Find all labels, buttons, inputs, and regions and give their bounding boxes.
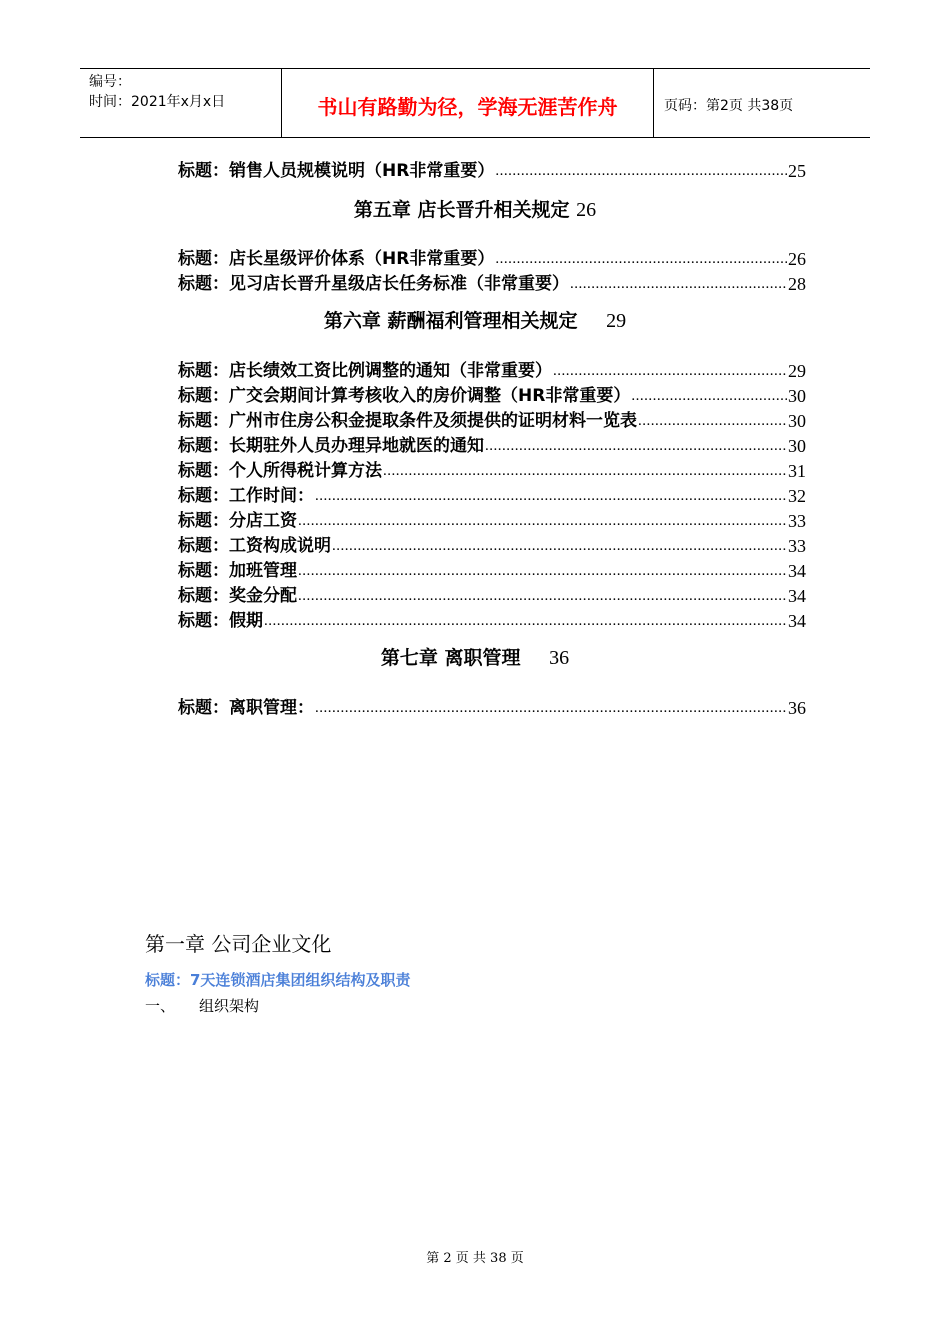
toc-entry-title: 标题：假期: [178, 611, 263, 631]
toc-entry[interactable]: [178, 696, 806, 720]
list-item-text: 组织架构: [199, 997, 260, 1015]
toc-chapter-page: 29: [606, 310, 627, 332]
toc-entry[interactable]: [178, 409, 806, 433]
toc-entry[interactable]: [178, 247, 806, 271]
toc-chapter-heading[interactable]: [0, 645, 950, 671]
toc-entry-page: 34: [788, 561, 806, 581]
list-item: [145, 995, 259, 1017]
toc-chapter-title: 第五章 店长晋升相关规定: [353, 199, 570, 221]
toc-entry-title: 标题：见习店长晋升星级店长任务标准（非常重要）: [178, 274, 569, 294]
toc-entry-page: 26: [788, 249, 806, 269]
toc-entry-page: 30: [788, 386, 806, 406]
toc-entry-title: 标题：工资构成说明: [178, 536, 331, 556]
toc-entry-page: 30: [788, 436, 806, 456]
toc-entry[interactable]: [178, 609, 806, 633]
toc-chapter-page: 26: [576, 199, 597, 221]
toc-entry[interactable]: [178, 584, 806, 608]
toc-entry-title: 标题：加班管理: [178, 561, 297, 581]
toc-entry-page: 36: [788, 698, 806, 718]
toc-chapter-heading[interactable]: [0, 197, 950, 223]
toc-entry-title: 标题：长期驻外人员办理异地就医的通知: [178, 436, 484, 456]
toc-entry[interactable]: [178, 434, 806, 458]
toc-entry-title: 标题：广州市住房公积金提取条件及须提供的证明材料一览表: [178, 411, 637, 431]
toc-entry[interactable]: [178, 359, 806, 383]
toc-entry[interactable]: [178, 272, 806, 296]
toc-entry-page: 33: [788, 511, 806, 531]
toc-chapter-title: 第七章 离职管理: [380, 647, 521, 669]
header-meta-cell: [80, 69, 282, 137]
toc-entry-page: 32: [788, 486, 806, 506]
header-time-label: 时间：2021年x月x日: [89, 94, 226, 110]
toc-entry-page: 28: [788, 274, 806, 294]
section-heading: 标题：7天连锁酒店集团组织结构及职责: [145, 971, 411, 989]
header-motto-cell: [282, 69, 654, 137]
toc-entry-title: 标题：分店工资: [178, 511, 297, 531]
toc-entry-page: 30: [788, 411, 806, 431]
header-motto: 书山有路勤为径，学海无涯苦作舟: [317, 95, 618, 119]
toc-entry-title: 标题：店长绩效工资比例调整的通知（非常重要）: [178, 361, 552, 381]
toc-chapter-title: 第六章 薪酬福利管理相关规定: [323, 310, 578, 332]
toc-chapter-heading[interactable]: [0, 308, 950, 334]
toc-entry[interactable]: [178, 534, 806, 558]
toc-entry[interactable]: [178, 459, 806, 483]
toc-entry[interactable]: [178, 559, 806, 583]
page-footer: 第 2 页 共 38 页: [426, 1251, 524, 1266]
toc-entry-title: 标题：工作时间：: [178, 486, 314, 506]
toc-chapter-page: 36: [549, 647, 570, 669]
toc-entry-title: 标题：广交会期间计算考核收入的房价调整（HR非常重要）: [178, 386, 631, 406]
header-page-label: 页码：第2页 共38页: [664, 98, 794, 114]
list-item-number: 一、: [145, 997, 176, 1015]
toc-entry-title: 标题：个人所得税计算方法: [178, 461, 382, 481]
header-number-label: 编号：: [89, 74, 131, 90]
toc-entry-page: 34: [788, 586, 806, 606]
page-header: [80, 68, 870, 138]
toc-entry[interactable]: [178, 509, 806, 533]
toc-entry-page: 29: [788, 361, 806, 381]
toc-entry[interactable]: [178, 384, 806, 408]
toc-entry[interactable]: [178, 484, 806, 508]
toc-entry[interactable]: [178, 159, 806, 183]
header-page-cell: [654, 69, 870, 137]
toc-entry-page: 34: [788, 611, 806, 631]
chapter-heading: 第一章 公司企业文化: [145, 932, 332, 956]
toc-entry-title: 标题：销售人员规模说明（HR非常重要）: [178, 161, 495, 181]
toc-entry-title: 标题：店长星级评价体系（HR非常重要）: [178, 249, 495, 269]
toc-entry-page: 25: [788, 161, 806, 181]
toc-entry-title: 标题：奖金分配: [178, 586, 297, 606]
toc-entry-page: 31: [788, 461, 806, 481]
toc-entry-page: 33: [788, 536, 806, 556]
toc-entry-title: 标题：离职管理：: [178, 698, 314, 718]
